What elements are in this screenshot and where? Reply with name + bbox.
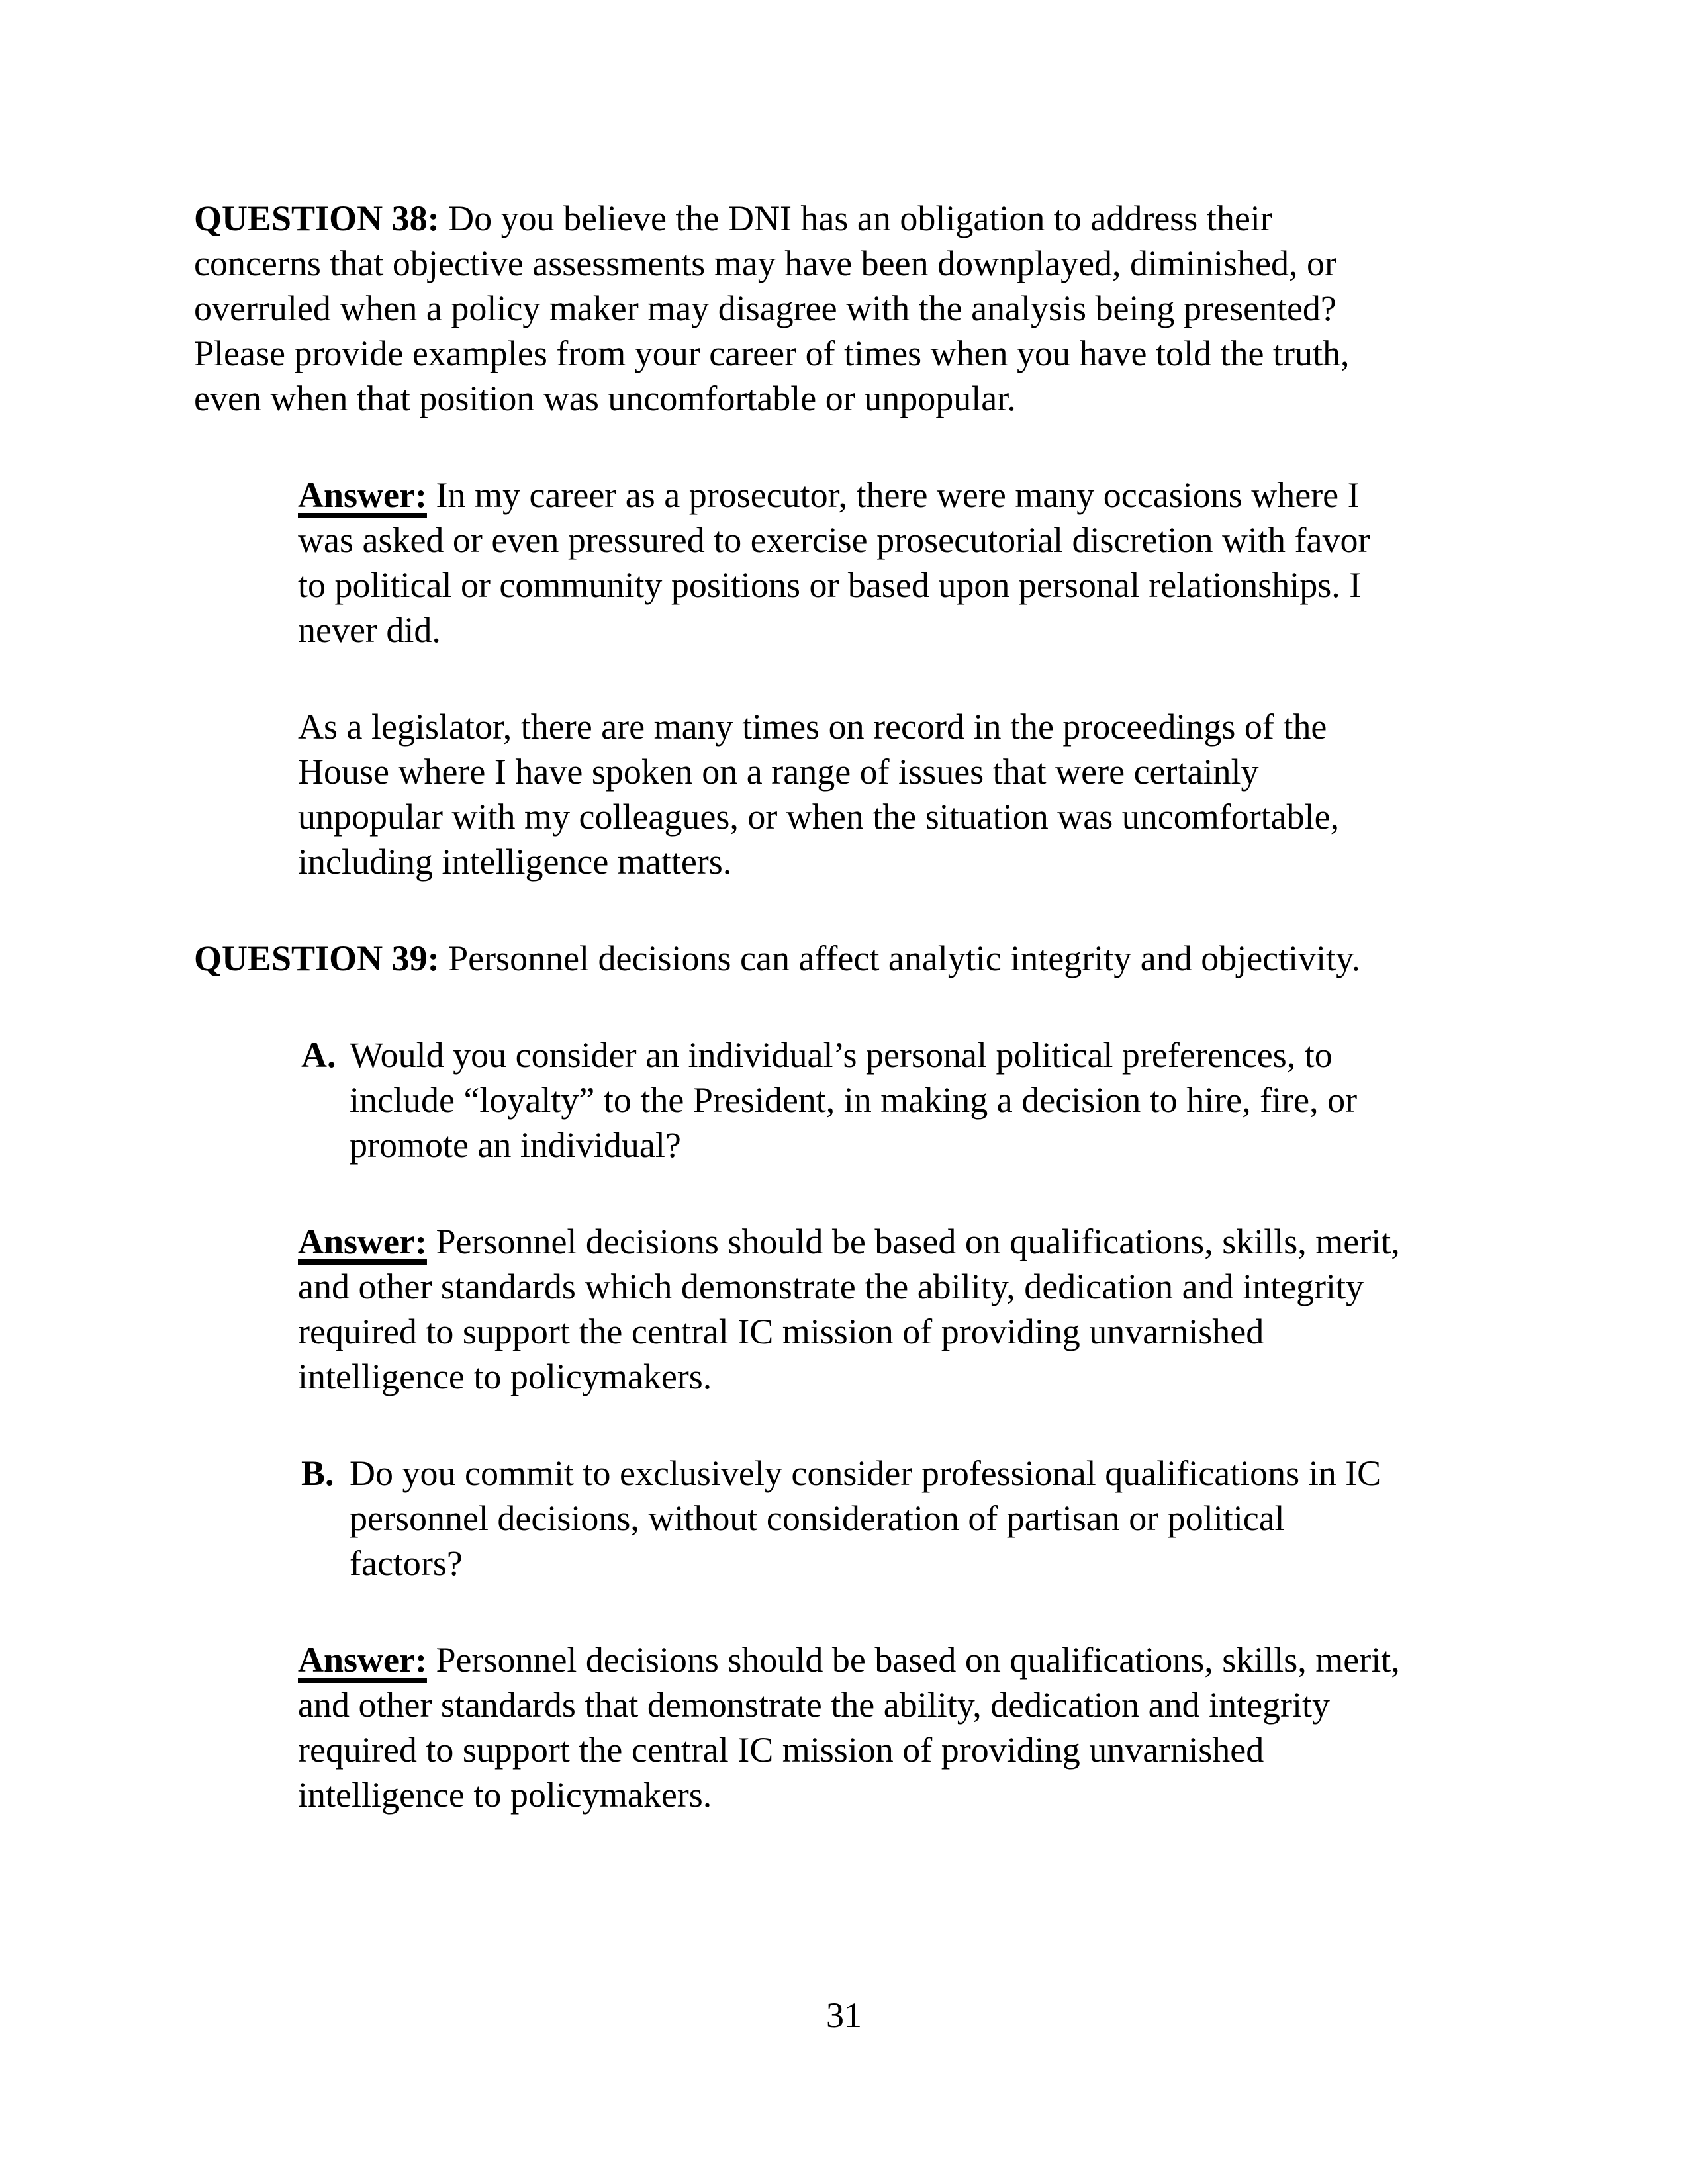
- answer-39-a-paragraph-line-3: required to support the central IC mission of providing unvarnished: [298, 1312, 1264, 1351]
- question-39-item-a: [301, 1032, 1511, 1167]
- answer-38-continuation-paragraph-line-4: including intelligence matters.: [298, 842, 732, 882]
- answer-38-paragraph-line-1: Answer: In my career as a prosecutor, there were many occasions where I: [298, 475, 1360, 515]
- answer-39-a-paragraph-line-2: and other standards which demonstrate the ability, dedication and integrity: [298, 1267, 1364, 1306]
- answer-label: Answer:: [298, 1222, 427, 1261]
- question-39-item-a-line-1: A. Would you consider an individual’s personal political preferences, to: [301, 1032, 1511, 1077]
- question-label: QUESTION 38:: [194, 199, 440, 238]
- answer-38-continuation-paragraph-line-2: House where I have spoken on a range of issues that were certainly: [298, 752, 1259, 792]
- question-39-paragraph-line-1: QUESTION 39: Personnel decisions can affect analytic integrity and objectivity.: [194, 938, 1361, 978]
- question-38-paragraph-line-3: overruled when a policy maker may disagree with the analysis being presented?: [194, 289, 1336, 328]
- question-38-paragraph-line-4: Please provide examples from your career of times when you have told the truth,: [194, 334, 1350, 373]
- question-39-item-b: [301, 1451, 1511, 1586]
- answer-39-b-paragraph-line-1: Answer: Personnel decisions should be based on qualifications, skills, merit,: [298, 1640, 1400, 1680]
- answer-39-a-paragraph-line-4: intelligence to policymakers.: [298, 1357, 712, 1396]
- answer-38-continuation-paragraph-line-1: As a legislator, there are many times on record in the proceedings of the: [298, 707, 1327, 747]
- answer-39-b-paragraph-line-4: intelligence to policymakers.: [298, 1775, 712, 1815]
- answer-39-a-paragraph-line-1: Answer: Personnel decisions should be based on qualifications, skills, merit,: [298, 1222, 1400, 1261]
- question-39-item-b-line-3: factors?: [350, 1543, 463, 1583]
- question-39-paragraph: [194, 936, 1511, 981]
- answer-38-continuation-paragraph-line-3: unpopular with my colleagues, or when the situation was uncomfortable,: [298, 797, 1340, 837]
- answer-39-a-paragraph: [298, 1219, 1511, 1399]
- answer-label: Answer:: [298, 1640, 427, 1680]
- answer-38-continuation-paragraph: [298, 704, 1511, 884]
- question-39-item-a-line-3: promote an individual?: [350, 1125, 681, 1165]
- question-38-paragraph-line-1: QUESTION 38: Do you believe the DNI has an obligation to address their: [194, 199, 1272, 238]
- question-39-item-b-line-2: personnel decisions, without consideration of partisan or political: [350, 1498, 1285, 1538]
- answer-38-paragraph-line-4: never did.: [298, 610, 441, 650]
- question-39-item-a-line-2: include “loyalty” to the President, in making a decision to hire, fire, or: [350, 1080, 1358, 1120]
- page-number: 31: [826, 1995, 862, 2035]
- answer-39-b-paragraph-line-3: required to support the central IC mission of providing unvarnished: [298, 1730, 1264, 1770]
- question-38-paragraph-line-5: even when that position was uncomfortable or unpopular.: [194, 379, 1016, 418]
- answer-39-b-paragraph: [298, 1637, 1511, 1817]
- question-38-paragraph: [194, 196, 1511, 421]
- question-39-item-b-line-1: B. Do you commit to exclusively consider professional qualifications in IC: [301, 1451, 1511, 1496]
- answer-39-b-paragraph-line-2: and other standards that demonstrate the ability, dedication and integrity: [298, 1685, 1331, 1725]
- question-38-paragraph-line-2: concerns that objective assessments may have been downplayed, diminished, or: [194, 244, 1337, 283]
- answer-38-paragraph: [298, 473, 1511, 653]
- document-body: [194, 196, 1511, 1817]
- answer-38-paragraph-line-3: to political or community positions or based upon personal relationships. I: [298, 565, 1362, 605]
- question-label: QUESTION 39:: [194, 938, 440, 978]
- answer-38-paragraph-line-2: was asked or even pressured to exercise prosecutorial discretion with favor: [298, 520, 1370, 560]
- list-marker: B.: [301, 1453, 334, 1493]
- answer-label: Answer:: [298, 475, 427, 515]
- list-marker: A.: [301, 1035, 336, 1075]
